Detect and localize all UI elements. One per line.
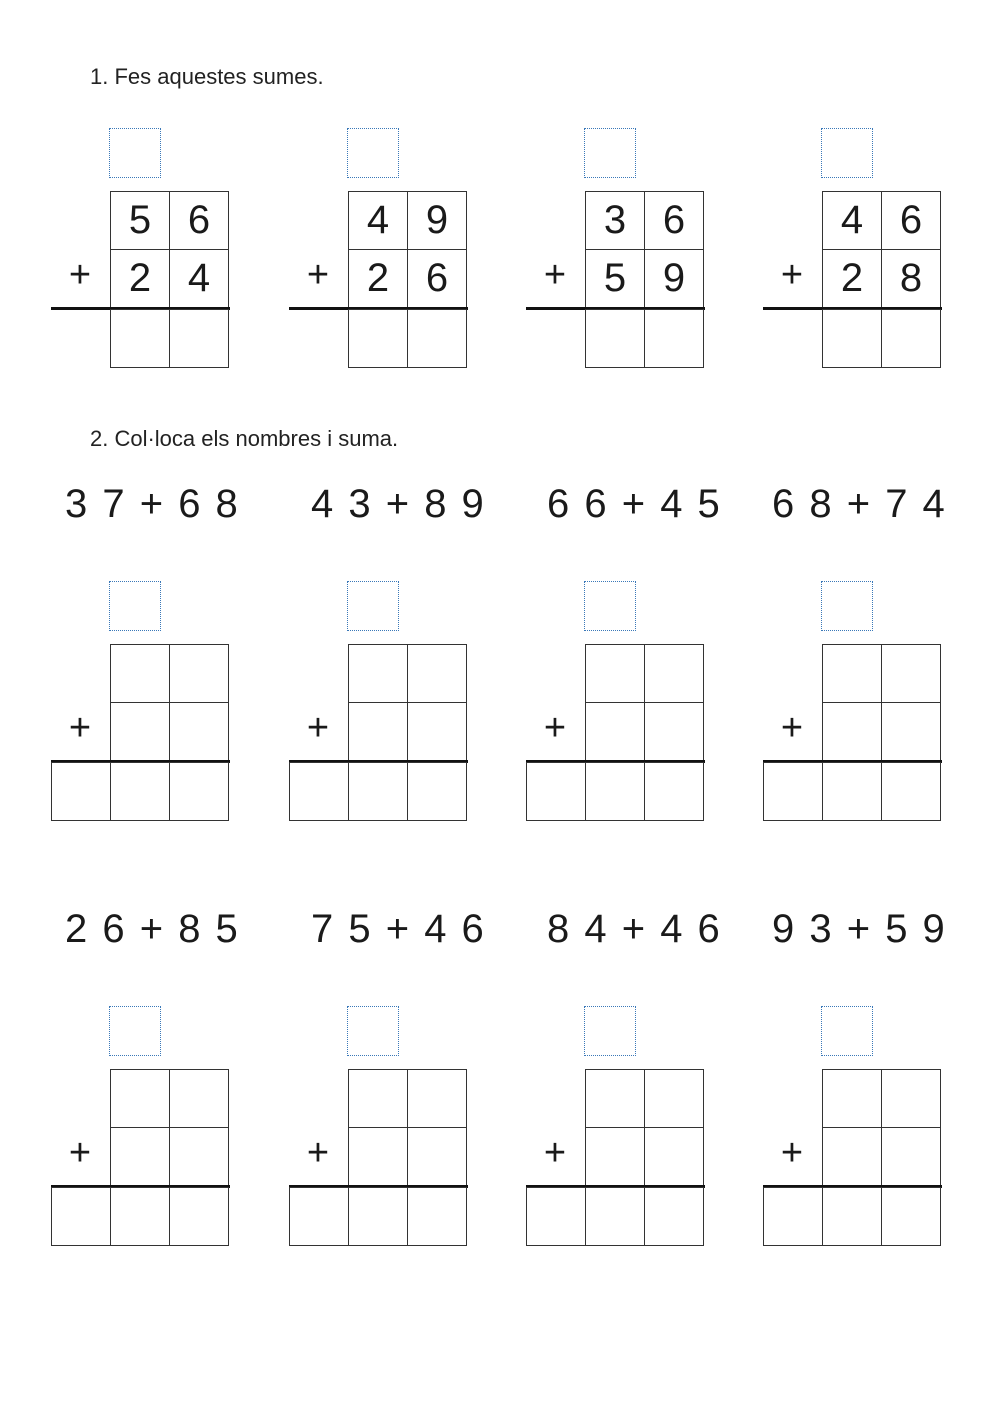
carry-box[interactable] [347, 581, 399, 631]
answer-cell[interactable] [822, 762, 882, 821]
answer-cell[interactable] [407, 309, 467, 368]
answer-cell[interactable] [110, 309, 170, 368]
addition-grid [51, 581, 231, 826]
carry-box[interactable] [584, 581, 636, 631]
carry-box[interactable] [109, 1006, 161, 1056]
digit-cell: 5 [110, 191, 170, 250]
addition-grid [526, 1006, 706, 1251]
digit-cell[interactable] [644, 644, 704, 703]
digit-cell[interactable] [348, 644, 408, 703]
answer-cell[interactable] [169, 1187, 229, 1246]
digit-cell[interactable] [822, 702, 882, 761]
carry-box[interactable] [821, 1006, 873, 1056]
digit-cell[interactable] [110, 1127, 170, 1186]
digit-cell[interactable] [585, 1127, 645, 1186]
digit-cell[interactable] [881, 1069, 941, 1128]
answer-cell[interactable] [763, 1187, 823, 1246]
carry-box[interactable] [347, 128, 399, 178]
digit-cell[interactable] [110, 1069, 170, 1128]
answer-cell[interactable] [526, 1187, 586, 1246]
answer-cell[interactable] [526, 762, 586, 821]
digit-cell: 4 [348, 191, 408, 250]
answer-cell[interactable] [407, 762, 467, 821]
digit-cell: 6 [407, 249, 467, 308]
plus-sign: + [543, 707, 567, 749]
answer-cell[interactable] [881, 1187, 941, 1246]
digit-cell[interactable] [110, 702, 170, 761]
answer-cell[interactable] [585, 1187, 645, 1246]
plus-sign: + [780, 254, 804, 296]
section-2-heading: 2. Col·loca els nombres i suma. [90, 426, 399, 451]
digit-cell: 8 [881, 249, 941, 308]
plus-sign: + [543, 254, 567, 296]
plus-sign: + [68, 1132, 92, 1174]
digit-cell[interactable] [348, 1069, 408, 1128]
answer-cell[interactable] [881, 309, 941, 368]
digit-cell[interactable] [585, 702, 645, 761]
digit-cell: 9 [644, 249, 704, 308]
problem-label: 3 7 + 6 8 [65, 482, 240, 526]
digit-cell: 2 [110, 249, 170, 308]
plus-sign: + [68, 707, 92, 749]
digit-cell[interactable] [644, 1069, 704, 1128]
answer-cell[interactable] [822, 1187, 882, 1246]
problem-label: 6 8 + 7 4 [772, 482, 947, 526]
answer-cell[interactable] [348, 1187, 408, 1246]
problem-label: 9 3 + 5 9 [772, 907, 947, 951]
addition-exercise [51, 128, 231, 373]
answer-cell[interactable] [881, 762, 941, 821]
digit-cell: 5 [585, 249, 645, 308]
answer-cell[interactable] [169, 762, 229, 821]
problem-label: 7 5 + 4 6 [311, 907, 486, 951]
answer-cell[interactable] [822, 309, 882, 368]
carry-box[interactable] [584, 128, 636, 178]
plus-sign: + [306, 254, 330, 296]
digit-cell[interactable] [169, 1069, 229, 1128]
digit-cell[interactable] [407, 1069, 467, 1128]
answer-cell[interactable] [763, 762, 823, 821]
answer-cell[interactable] [585, 309, 645, 368]
addition-exercise [763, 128, 943, 373]
answer-cell[interactable] [51, 762, 111, 821]
digit-cell[interactable] [822, 1127, 882, 1186]
digit-cell[interactable] [169, 644, 229, 703]
carry-box[interactable] [109, 581, 161, 631]
digit-cell[interactable] [585, 1069, 645, 1128]
problem-label: 4 3 + 8 9 [311, 482, 486, 526]
answer-cell[interactable] [110, 762, 170, 821]
answer-cell[interactable] [585, 762, 645, 821]
answer-cell[interactable] [289, 1187, 349, 1246]
digit-cell[interactable] [644, 1127, 704, 1186]
digit-cell: 3 [585, 191, 645, 250]
digit-cell[interactable] [348, 1127, 408, 1186]
addition-grid [763, 581, 943, 826]
answer-cell[interactable] [644, 309, 704, 368]
digit-cell[interactable] [169, 702, 229, 761]
digit-cell[interactable] [881, 702, 941, 761]
answer-cell[interactable] [644, 762, 704, 821]
digit-cell[interactable] [822, 1069, 882, 1128]
digit-cell[interactable] [407, 1127, 467, 1186]
digit-cell[interactable] [407, 702, 467, 761]
digit-cell[interactable] [822, 644, 882, 703]
problem-label: 8 4 + 4 6 [547, 907, 722, 951]
plus-sign: + [306, 707, 330, 749]
digit-cell: 4 [169, 249, 229, 308]
answer-cell[interactable] [348, 309, 408, 368]
addition-grid [289, 1006, 469, 1251]
carry-box[interactable] [821, 128, 873, 178]
answer-cell[interactable] [644, 1187, 704, 1246]
addition-grid [763, 1006, 943, 1251]
digit-cell: 6 [644, 191, 704, 250]
digit-cell[interactable] [585, 644, 645, 703]
answer-cell[interactable] [110, 1187, 170, 1246]
digit-cell[interactable] [110, 644, 170, 703]
answer-cell[interactable] [51, 1187, 111, 1246]
answer-cell[interactable] [169, 309, 229, 368]
addition-grid [526, 581, 706, 826]
addition-grid [51, 1006, 231, 1251]
digit-cell[interactable] [881, 644, 941, 703]
digit-cell[interactable] [644, 702, 704, 761]
plus-sign: + [68, 254, 92, 296]
problem-label: 2 6 + 8 5 [65, 907, 240, 951]
plus-sign: + [543, 1132, 567, 1174]
carry-box[interactable] [109, 128, 161, 178]
digit-cell: 4 [822, 191, 882, 250]
carry-box[interactable] [584, 1006, 636, 1056]
digit-cell: 9 [407, 191, 467, 250]
digit-cell[interactable] [407, 644, 467, 703]
digit-cell: 6 [881, 191, 941, 250]
plus-sign: + [780, 707, 804, 749]
addition-exercise [526, 128, 706, 373]
section-1-heading: 1. Fes aquestes sumes. [90, 64, 324, 89]
addition-grid [289, 581, 469, 826]
carry-box[interactable] [347, 1006, 399, 1056]
answer-cell[interactable] [289, 762, 349, 821]
plus-sign: + [780, 1132, 804, 1174]
carry-box[interactable] [821, 581, 873, 631]
digit-cell[interactable] [169, 1127, 229, 1186]
digit-cell: 6 [169, 191, 229, 250]
problem-label: 6 6 + 4 5 [547, 482, 722, 526]
answer-cell[interactable] [407, 1187, 467, 1246]
digit-cell: 2 [348, 249, 408, 308]
digit-cell: 2 [822, 249, 882, 308]
answer-cell[interactable] [348, 762, 408, 821]
digit-cell[interactable] [348, 702, 408, 761]
plus-sign: + [306, 1132, 330, 1174]
addition-exercise [289, 128, 469, 373]
digit-cell[interactable] [881, 1127, 941, 1186]
